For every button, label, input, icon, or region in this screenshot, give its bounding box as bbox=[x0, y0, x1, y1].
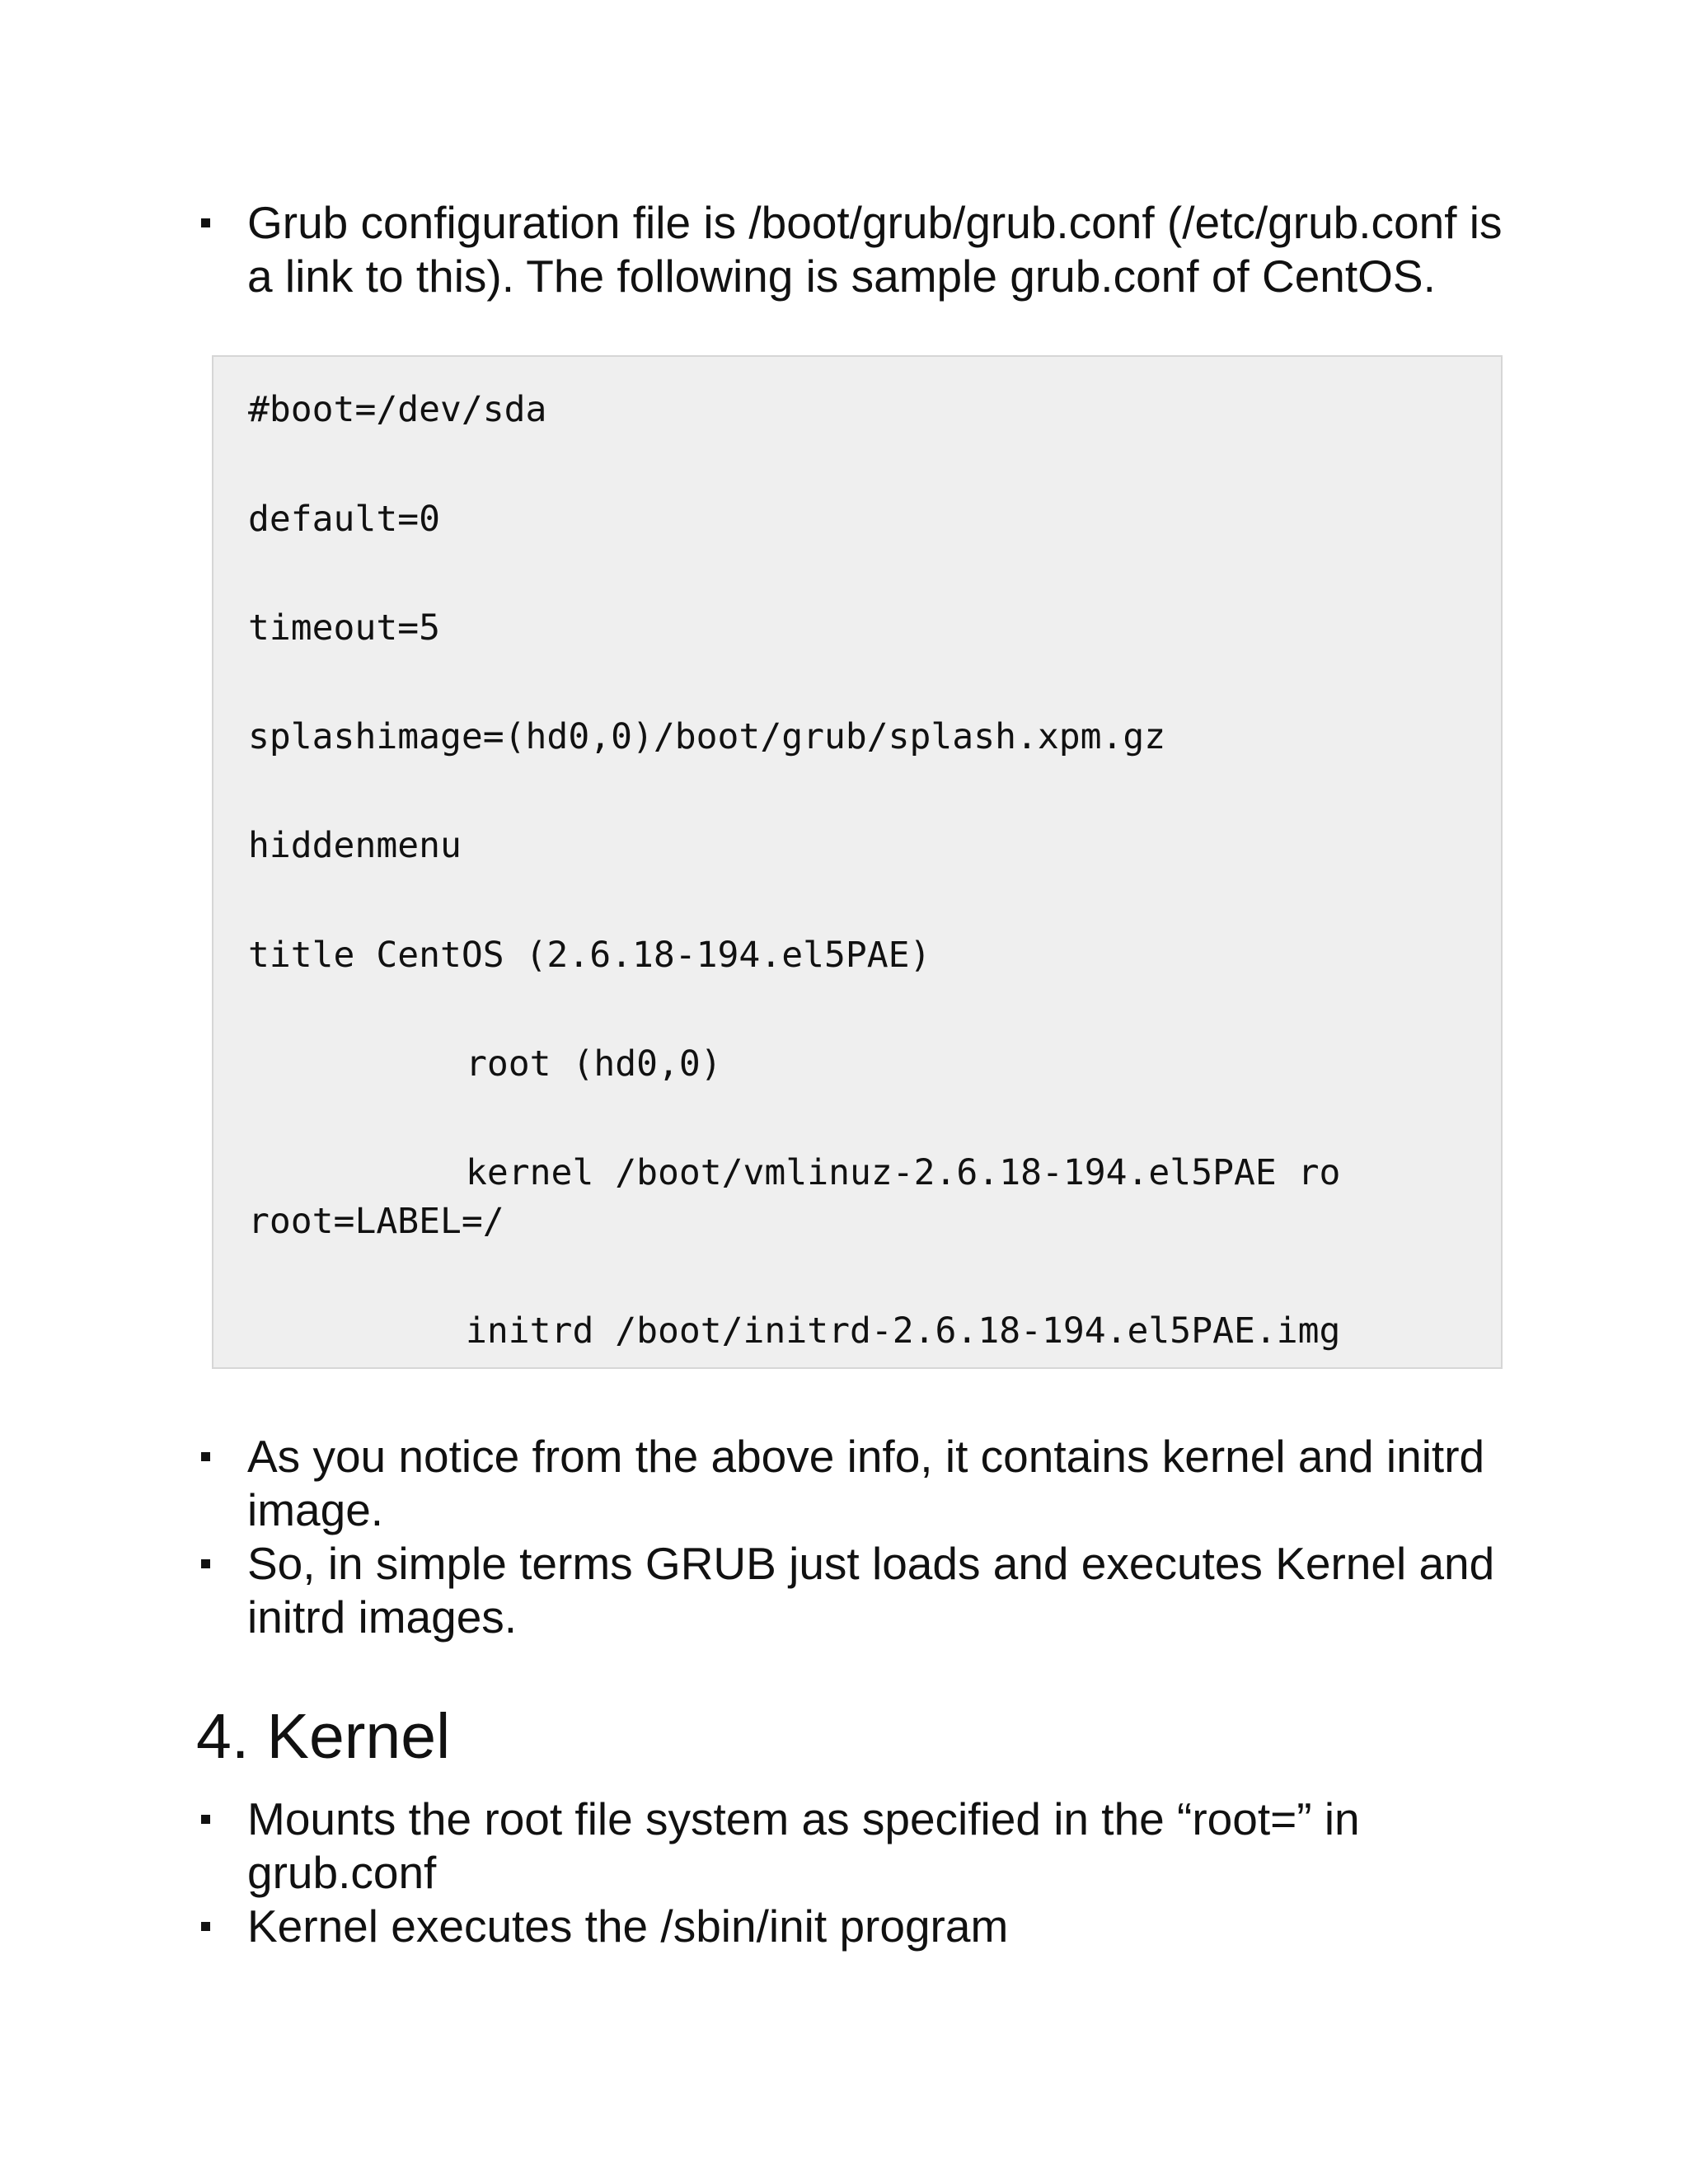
code-line: initrd /boot/initrd-2.6.18-194.el5PAE.img bbox=[466, 1310, 1341, 1352]
intro-bullet-list bbox=[198, 196, 1517, 303]
square-bullet-icon bbox=[201, 1922, 210, 1931]
list-item-text: Grub configuration file is /boot/grub/grub.conf (/etc/grub.conf is a link to this). The following is sample grub.conf of CentOS. bbox=[247, 197, 1503, 302]
code-line: title CentOS (2.6.18-194.el5PAE) bbox=[248, 935, 931, 976]
code-line: kernel /boot/vmlinuz-2.6.18-194.el5PAE ro bbox=[466, 1152, 1341, 1193]
list-item-text: Kernel executes the /sbin/init program bbox=[247, 1900, 1009, 1952]
kernel-bullet-list bbox=[198, 1793, 1517, 1953]
after-code-bullet-list bbox=[198, 1430, 1517, 1644]
list-item bbox=[198, 196, 1517, 303]
section-heading: 4. Kernel bbox=[196, 1701, 451, 1772]
code-line: root (hd0,0) bbox=[466, 1043, 722, 1085]
list-item-text: As you notice from the above info, it contains kernel and initrd image. bbox=[247, 1431, 1485, 1535]
list-item bbox=[198, 1537, 1517, 1644]
code-line: #boot=/dev/sda bbox=[248, 389, 547, 430]
code-block bbox=[212, 355, 1503, 1369]
square-bullet-icon bbox=[201, 1815, 210, 1824]
square-bullet-icon bbox=[201, 1452, 210, 1461]
list-item bbox=[198, 1900, 1517, 1953]
list-item-text: So, in simple terms GRUB just loads and executes Kernel and initrd images. bbox=[247, 1538, 1495, 1643]
code-line: default=0 bbox=[248, 499, 440, 540]
list-item bbox=[198, 1430, 1517, 1537]
list-item bbox=[198, 1793, 1517, 1900]
code-line: timeout=5 bbox=[248, 607, 440, 649]
square-bullet-icon bbox=[201, 218, 210, 227]
list-item-text: Mounts the root file system as specified in the “root=” in grub.conf bbox=[247, 1793, 1360, 1898]
square-bullet-icon bbox=[201, 1559, 210, 1568]
code-line: root=LABEL=/ bbox=[248, 1201, 504, 1242]
code-line: splashimage=(hd0,0)/boot/grub/splash.xpm.gz bbox=[248, 716, 1166, 757]
code-line: hiddenmenu bbox=[248, 825, 462, 866]
